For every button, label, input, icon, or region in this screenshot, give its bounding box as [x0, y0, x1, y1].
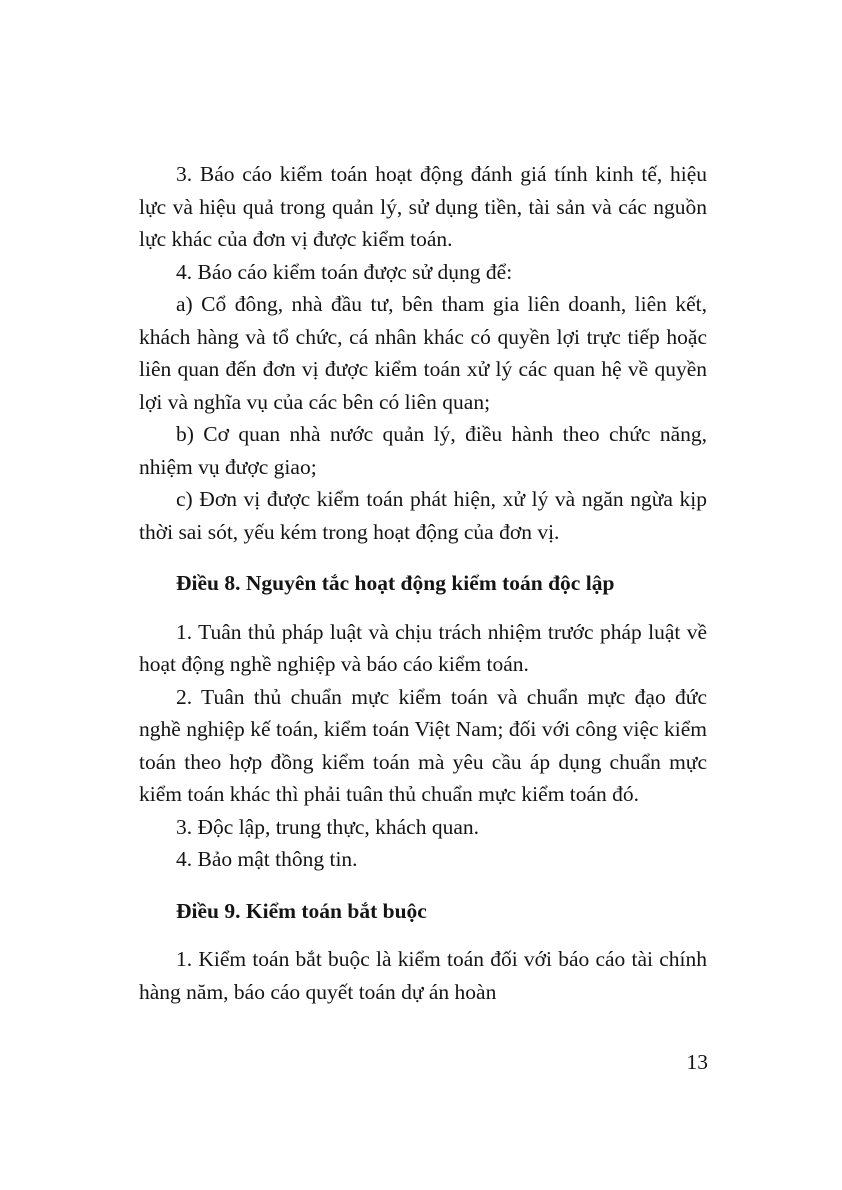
- paragraph: 3. Báo cáo kiểm toán hoạt động đánh giá tính kinh tế, hiệu lực và hiệu quả trong quản lý, sử dụng tiền, tài sản và các nguồn lực khác của đơn vị được kiểm toán.: [139, 162, 707, 251]
- page-text-block: [139, 158, 707, 1008]
- paragraph: c) Đơn vị được kiểm toán phát hiện, xử lý và ngăn ngừa kịp thời sai sót, yếu kém trong hoạt động của đơn vị.: [139, 487, 707, 544]
- paragraph: 1. Kiểm toán bắt buộc là kiểm toán đối với báo cáo tài chính hàng năm, báo cáo quyết toán dự án hoàn: [139, 947, 707, 1004]
- paragraph: 2. Tuân thủ chuẩn mực kiểm toán và chuẩn mực đạo đức nghề nghiệp kế toán, kiểm toán Việt Nam; đối với công việc kiểm toán theo hợp đồng kiểm toán mà yêu cầu áp dụng chuẩn mực kiểm toán khác thì phải tuân thủ chuẩn mực kiểm toán đó.: [139, 684, 707, 806]
- paragraph: 1. Tuân thủ pháp luật và chịu trách nhiệm trước pháp luật về hoạt động nghề nghiệp và báo cáo kiểm toán.: [139, 619, 707, 676]
- page-number: 13: [686, 1050, 708, 1074]
- section-heading: Điều 8. Nguyên tắc hoạt động kiểm toán độc lập: [176, 571, 615, 595]
- section-heading: Điều 9. Kiểm toán bắt buộc: [176, 898, 427, 923]
- paragraph: 3. Độc lập, trung thực, khách quan.: [176, 814, 480, 839]
- paragraph: a) Cổ đông, nhà đầu tư, bên tham gia liên doanh, liên kết, khách hàng và tổ chức, cá nhân khác có quyền lợi trực tiếp hoặc liên quan đến đơn vị được kiểm toán xử lý các quan hệ về quyền lợi và nghĩa vụ của các bên có liên quan;: [139, 292, 707, 414]
- paragraph: 4. Báo cáo kiểm toán được sử dụng để:: [176, 259, 513, 284]
- paragraph: 4. Bảo mật thông tin.: [176, 847, 358, 871]
- paragraph: b) Cơ quan nhà nước quản lý, điều hành theo chức năng, nhiệm vụ được giao;: [139, 422, 707, 479]
